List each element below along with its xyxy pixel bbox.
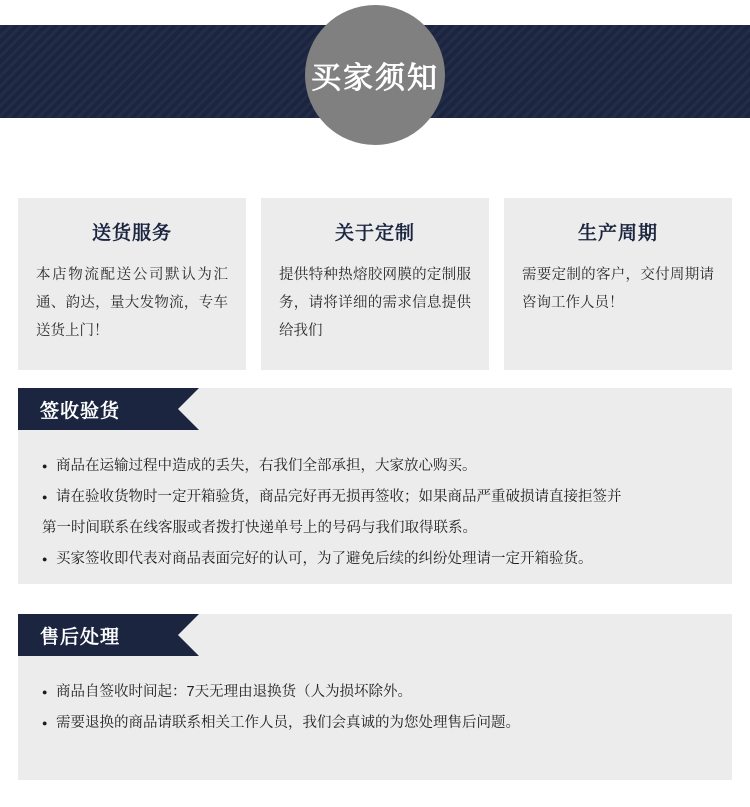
- section-tab-label: 售后处理: [40, 626, 121, 648]
- card-text: 需要定制的客户，交付周期请咨询工作人员！: [522, 267, 714, 311]
- section-tab-label: 签收验货: [40, 400, 121, 422]
- list-item-continuation: 第一时间联系在线客服或者拨打快递单号上的号码与我们取得联系。: [42, 520, 477, 536]
- card-text: 本店物流配送公司默认为汇通、韵达，量大发物流，专车送货上门！: [36, 267, 228, 339]
- list-item: ● 商品在运输过程中造成的丢失，右我们全部承担，大家放心购买。: [42, 452, 708, 481]
- list-item: ● 请在验收货物时一定开箱验货，商品完好再无损再签收；如果商品严重破损请直接拒签并: [42, 483, 708, 512]
- info-card-delivery: [18, 198, 246, 370]
- section-receipt-inspection: [18, 388, 732, 584]
- section-after-sales: [18, 614, 732, 780]
- card-title: 送货服务: [91, 223, 172, 244]
- section-tab: [18, 614, 178, 656]
- card-title: 关于定制: [334, 223, 415, 244]
- card-text: 提供特种热熔胶网膜的定制服务，请将详细的需求信息提供给我们: [279, 267, 471, 339]
- info-card-list: [18, 198, 732, 370]
- card-title: 生产周期: [577, 223, 658, 244]
- page-title-badge: [305, 5, 445, 145]
- info-card-customization: [261, 198, 489, 370]
- section-bullet-list: [18, 430, 732, 574]
- list-item: ● 需要退换的商品请联系相关工作人员，我们会真诚的为您处理售后问题。: [42, 709, 708, 738]
- list-item: ● 买家签收即代表对商品表面完好的认可，为了避免后续的纠纷处理请一定开箱验货。: [42, 545, 708, 574]
- section-tab: [18, 388, 178, 430]
- section-bullet-list: [18, 656, 732, 738]
- info-card-production-cycle: [504, 198, 732, 370]
- page-title: 买家须知: [311, 62, 439, 95]
- list-item: ● 商品自签收时间起：7天无理由退换货（人为损坏除外。: [42, 678, 708, 707]
